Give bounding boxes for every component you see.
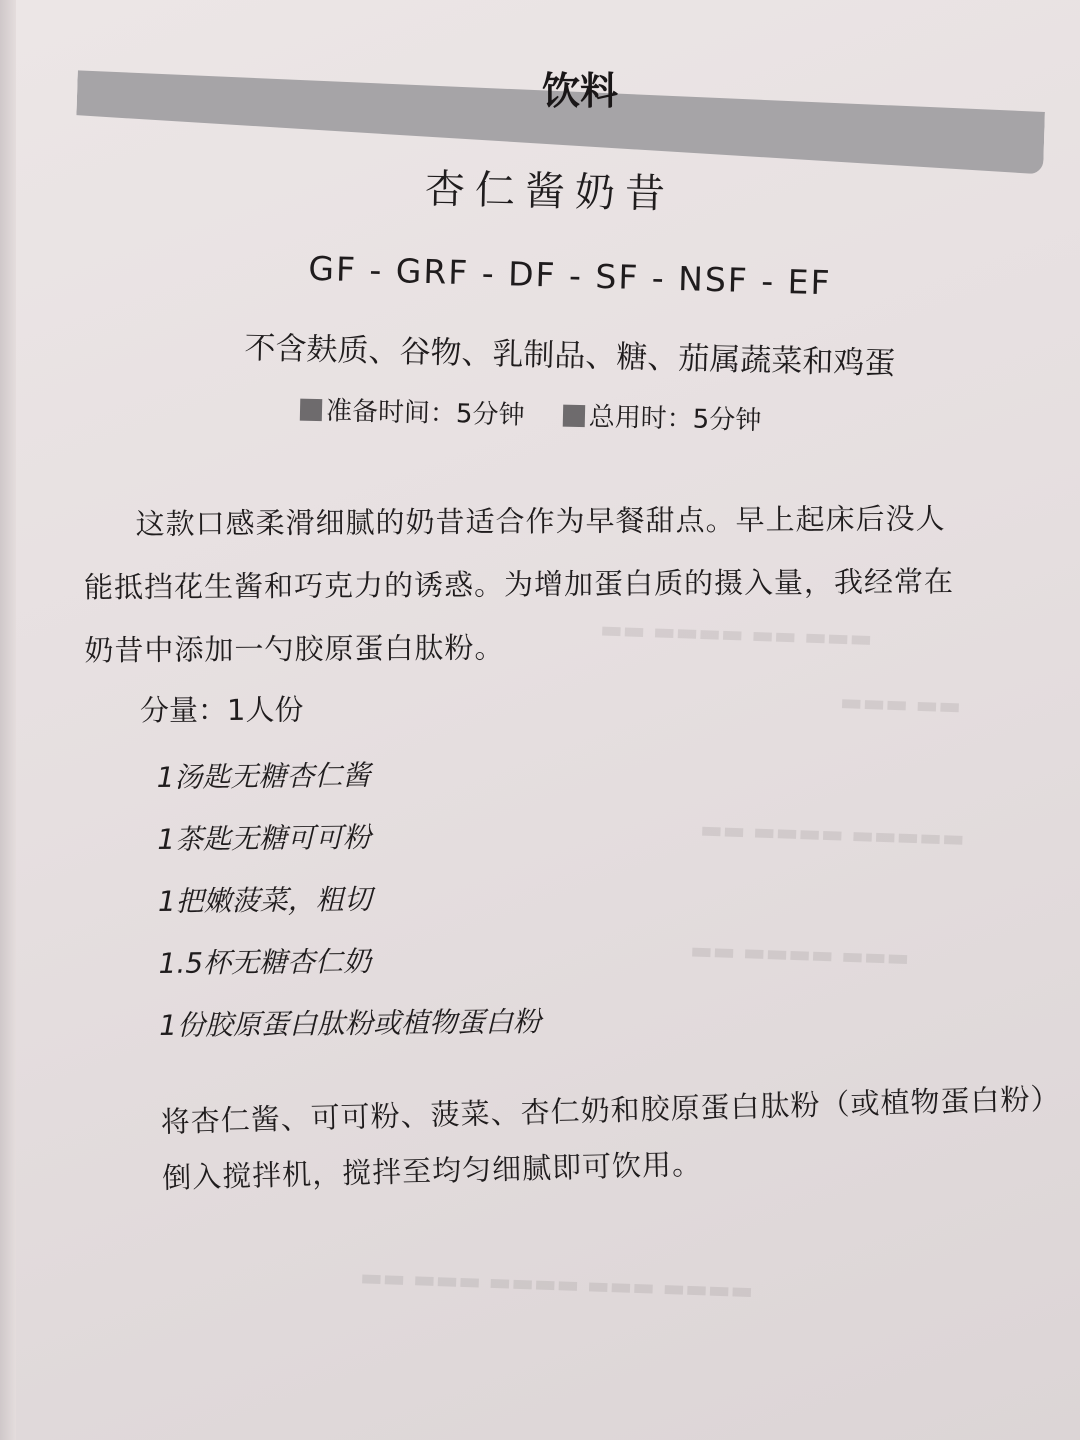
bleed-through-text: ▬▬▬▬▬ ▬▬▬▬ ▬▬ (699, 815, 966, 853)
bleed-through-text: ▬▬ ▬▬▬ (839, 687, 962, 721)
instructions: 将杏仁酱、可可粉、菠菜、杏仁奶和胶原蛋白肽粉（或植物蛋白粉）倒入搅拌机，搅拌至均匀细腻即可饮用。 (160, 1081, 1047, 1195)
ingredient-item: 1份胶原蛋白肽粉或植物蛋白粉 (159, 1004, 542, 1042)
servings: 分量：1人份 (139, 692, 304, 728)
intro-line: 能抵挡花生酱和巧克力的诱惑。为增加蛋白质的摄入量，我经常在 (83, 564, 955, 605)
diet-codes: GF - GRF - DF - SF - NSF - EF (307, 248, 833, 303)
bleed-through-text: ▬▬▬▬ ▬▬▬ ▬▬▬▬ ▬▬▬ ▬▬ (359, 1263, 754, 1305)
ingredient-item: 1汤匙无糖杏仁酱 (156, 758, 371, 795)
ingredient-list (156, 754, 541, 1068)
time-info (300, 390, 861, 440)
recipe-title: 杏仁酱奶昔 (424, 166, 676, 218)
intro-line: 奶昔中添加一勺胶原蛋白肽粉。 (84, 630, 505, 668)
prep-time-text: 准备时间：5分钟 (325, 396, 525, 431)
recipe-intro (83, 487, 1062, 683)
square-icon (300, 399, 322, 421)
square-icon (563, 405, 585, 427)
prep-time (300, 390, 525, 432)
ingredient-item: 1.5杯无糖杏仁奶 (158, 944, 372, 980)
diet-description: 不含麸质、谷物、乳制品、糖、茄属蔬菜和鸡蛋 (244, 330, 896, 382)
intro-line: 这款口感柔滑细腻的奶昔适合作为早餐甜点。早上起床后没人 (135, 501, 946, 542)
total-time-text: 总用时：5分钟 (588, 402, 762, 437)
bleed-through-text: ▬▬▬ ▬▬ ▬▬▬▬ ▬▬ (599, 615, 873, 653)
page-edge (0, 0, 16, 1440)
section-title: 饮料 (541, 69, 618, 113)
ingredient-item: 1茶匙无糖可可粉 (157, 820, 372, 857)
total-time (562, 396, 761, 437)
ingredient-item: 1把嫩菠菜，粗切 (157, 882, 372, 918)
bleed-through-text: ▬▬▬ ▬▬▬▬ ▬▬ (689, 936, 910, 972)
